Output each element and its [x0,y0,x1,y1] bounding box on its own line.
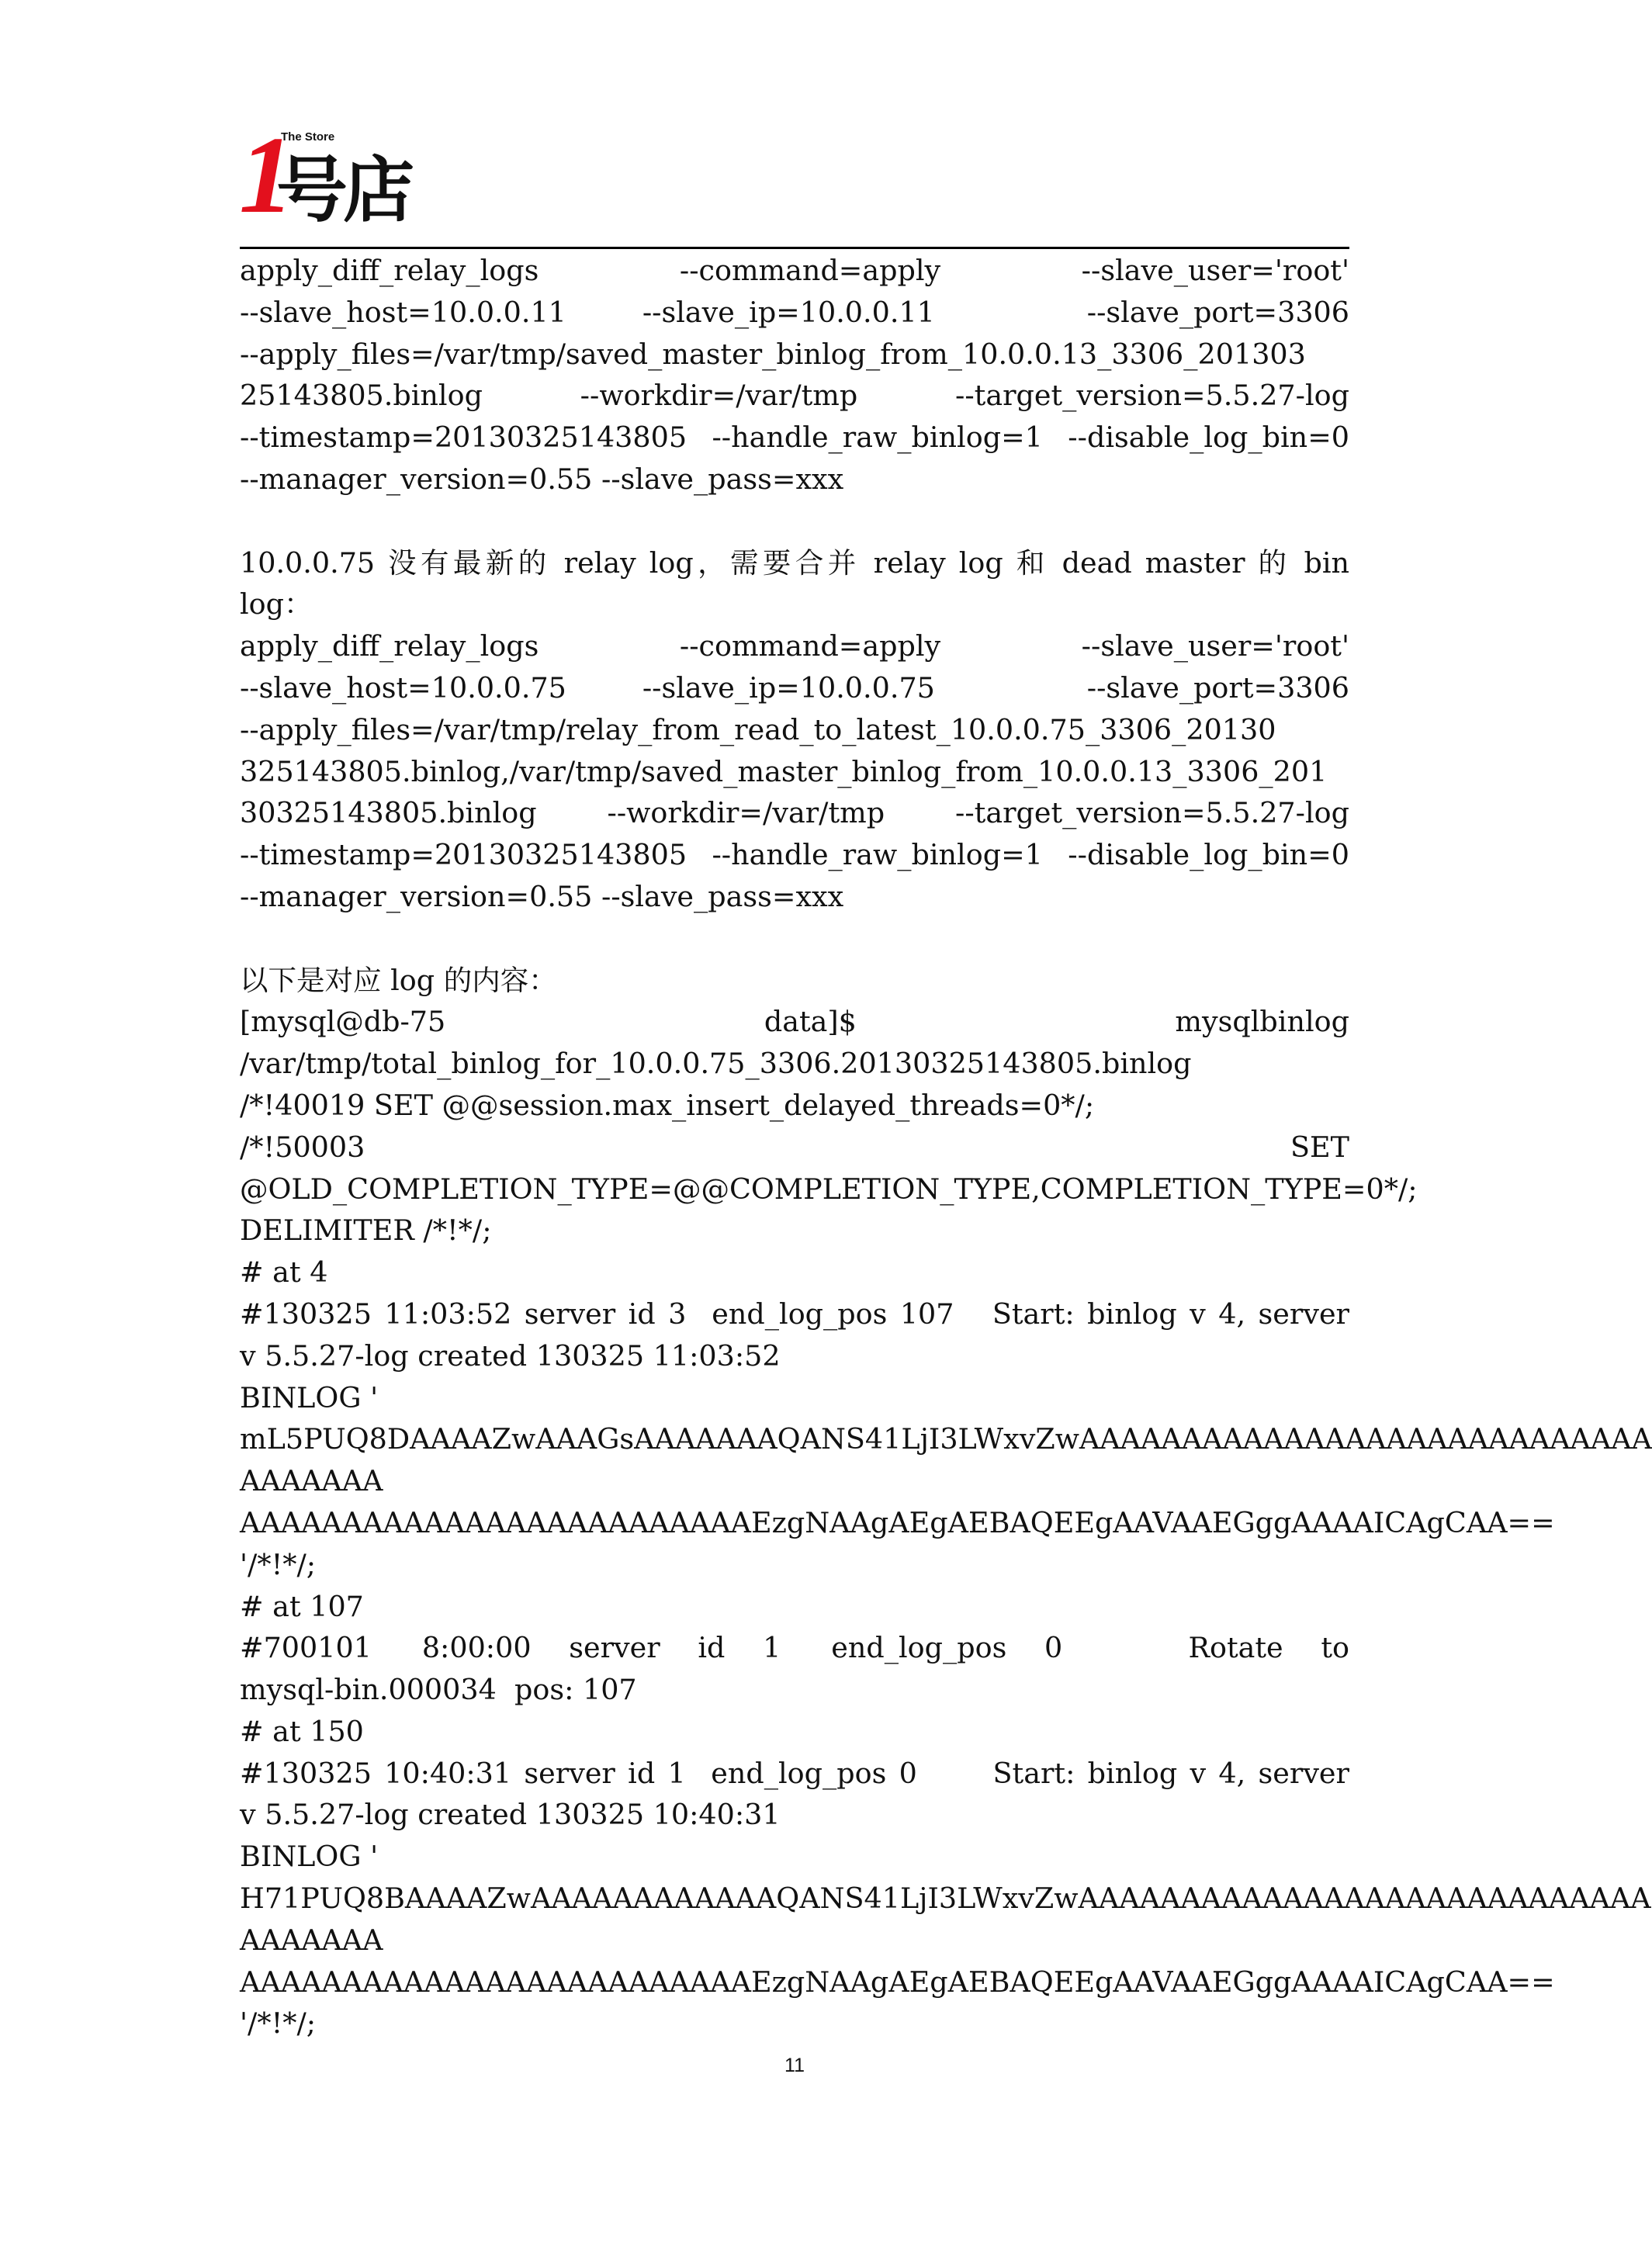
text-line: v 5.5.27-log created 130325 11:03:52 [240,1338,781,1373]
text-line: #130325 11:03:52 server id 3 end_log_pos 107 Start: binlog v 4, server [240,1297,1349,1331]
text-line: log： [240,587,313,621]
text-line: AAAAAAAAAAAAAAAAAAAAAAAAAEzgNAAgAEgAEBAQEEgAAVAAEGggAAAAICAgCAA== [240,1965,1555,1999]
text-line: --manager_version=0.55 --slave_pass=xxx [240,462,844,496]
logo-number: 1 [239,113,291,236]
logo-subtitle: The Store [281,130,335,144]
text-line: --timestamp=20130325143805 --handle_raw_binlog=1 --disable_log_bin=0 [240,838,1349,872]
text-line: '/*!*/; [240,1547,317,1581]
text-line: /var/tmp/total_binlog_for_10.0.0.75_3306.20130325143805.binlog [240,1047,1192,1081]
text-line: AAAAAAA [240,1464,383,1498]
text-line: --slave_host=10.0.0.75 --slave_ip=10.0.0.75 --slave_port=3306 [240,670,1349,705]
header-rule [240,247,1349,249]
blank-line [240,918,1349,960]
text-line: AAAAAAA [240,1923,383,1957]
blank-line [240,500,1349,542]
page-number: 11 [784,2055,805,2076]
text-line: AAAAAAAAAAAAAAAAAAAAAAAAAEzgNAAgAEgAEBAQEEgAAVAAEGggAAAAICAgCAA== [240,1505,1555,1539]
text-line: # at 4 [240,1255,328,1290]
text-line: DELIMITER /*!*/; [240,1214,492,1248]
text-line: #700101 8:00:00 server id 1 end_log_pos 0 Rotate to [240,1631,1349,1665]
text-line: --timestamp=20130325143805 --handle_raw_binlog=1 --disable_log_bin=0 [240,421,1349,455]
text-line: # at 107 [240,1589,364,1623]
text-line: mL5PUQ8DAAAAZwAAAGsAAAAAAAQANS41LjI3LWxvZwAAAAAAAAAAAAAAAAAAAAAAAAAAAA [240,1422,1652,1456]
text-line: 以下是对应 log 的内容： [240,963,557,997]
text-line: --manager_version=0.55 --slave_pass=xxx [240,879,844,913]
text-line: H71PUQ8BAAAAZwAAAAAAAAAAAAQANS41LjI3LWxvZwAAAAAAAAAAAAAAAAAAAAAAAAAAAA [240,1882,1651,1916]
text-line: #130325 10:40:31 server id 1 end_log_pos 0 Start: binlog v 4, server [240,1756,1349,1790]
company-logo [237,113,410,245]
text-line: 30325143805.binlog --workdir=/var/tmp --target_version=5.5.27-log [240,796,1349,830]
text-line: [mysql@db-75 data]$ mysqlbinlog [240,1005,1349,1039]
text-line: /*!50003 SET [240,1130,1349,1164]
text-line: v 5.5.27-log created 130325 10:40:31 [240,1798,781,1832]
text-line: 10.0.0.75 没有最新的 relay log，需要合并 relay log 和 dead master 的 bin [240,545,1349,580]
logo-chinese-name: 号店 [276,149,410,232]
text-line: 25143805.binlog --workdir=/var/tmp --target_version=5.5.27-log [240,379,1349,413]
text-line: /*!40019 SET @@session.max_insert_delayed_threads=0*/; [240,1088,1095,1122]
text-line: --apply_files=/var/tmp/saved_master_binlog_from_10.0.0.13_3306_201303 [240,337,1306,371]
document-body [240,250,1652,2044]
text-line: BINLOG ' [240,1380,379,1414]
text-line: apply_diff_relay_logs --command=apply --slave_user='root' [240,629,1349,663]
text-line: 325143805.binlog,/var/tmp/saved_master_binlog_from_10.0.0.13_3306_201 [240,754,1328,788]
text-line: @OLD_COMPLETION_TYPE=@@COMPLETION_TYPE,COMPLETION_TYPE=0*/; [240,1172,1418,1206]
text-line: '/*!*/; [240,2006,317,2041]
text-line: mysql-bin.000034 pos: 107 [240,1673,637,1707]
text-line: apply_diff_relay_logs --command=apply --slave_user='root' [240,254,1349,287]
text-line: --slave_host=10.0.0.11 --slave_ip=10.0.0.11 --slave_port=3306 [240,295,1349,329]
text-line: # at 150 [240,1714,364,1748]
text-line: BINLOG ' [240,1840,379,1874]
text-line: --apply_files=/var/tmp/relay_from_read_to_latest_10.0.0.75_3306_20130 [240,712,1276,746]
